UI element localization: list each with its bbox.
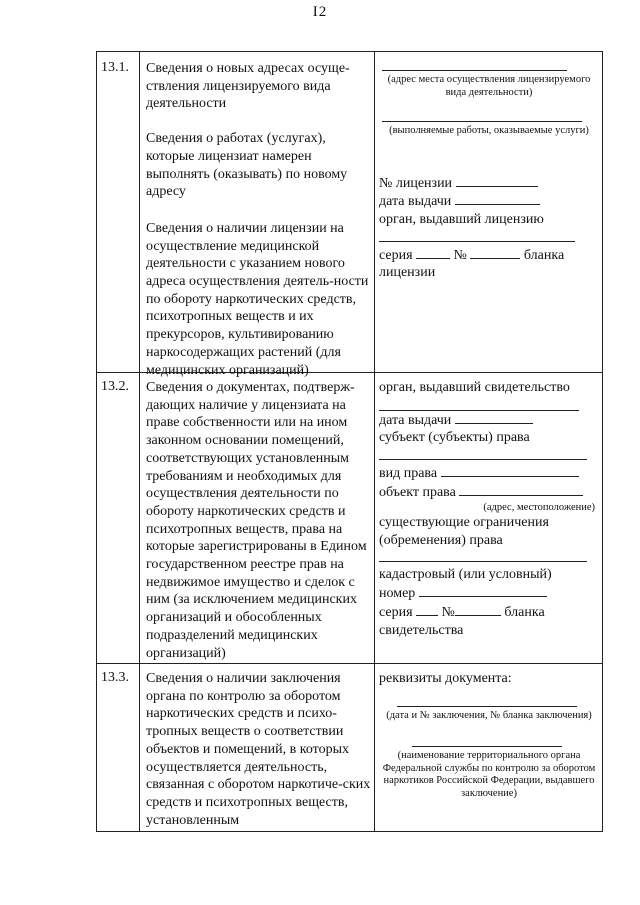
object-input[interactable] [459,483,583,496]
page-number: I2 [312,4,328,20]
blank-label: бланка [523,247,565,263]
block-new-address: Сведения о новых адресах осуще-ствления лицензируемого вида деятельности [146,61,350,112]
column-divider [139,52,140,372]
number-sign: № [453,247,467,263]
issue-date-label: дата выдачи [379,412,452,428]
requisites-label: реквизиты документа: [379,671,512,686]
works-line[interactable] [382,111,582,122]
right-type-label: вид права [379,466,438,482]
issue-date-field [379,192,599,211]
table-row-13-2 [97,373,602,664]
series-field [379,603,599,622]
certificate-word: свидетельства [379,622,464,638]
number-sign: № [441,604,455,620]
issuer-label: орган, выдавший свидетельство [379,380,570,395]
row-fields [379,60,599,282]
blank-label: бланка [504,604,545,620]
series-input[interactable] [416,603,438,616]
row-fields [379,670,599,800]
organization-caption: (наименование территориального органа Федеральной службы по контролю за оборотом наркотиков Российской Федерации, выдавшего заключение) [382,750,596,799]
license-word: лицензии [379,265,436,281]
issue-date-field [379,411,599,430]
object-label: объект права [379,484,456,500]
column-divider [374,52,375,372]
object-caption: (адрес, местоположение) [483,501,595,513]
license-number-input[interactable] [456,174,538,187]
issue-date-input[interactable] [455,411,533,424]
table-row-13-3 [97,664,602,831]
right-type-field [379,464,599,483]
issue-date-input[interactable] [455,192,540,205]
address-line[interactable] [382,60,567,71]
cadastral-label: кадастровый (или условный) [379,567,552,583]
restrictions-input[interactable] [379,551,587,562]
table-row-13-1 [97,52,602,378]
blank-number-input[interactable] [470,246,520,259]
license-number-field [379,174,599,193]
series-input[interactable] [416,246,450,259]
row-number: 13.1. [101,60,129,75]
license-number-label: № лицензии [379,175,453,191]
works-caption: (выполняемые работы, оказываемые услуги) [389,125,589,136]
organization-line[interactable] [412,736,562,747]
row-number: 13.2. [101,379,129,394]
row-number: 13.3. [101,670,129,685]
cadastral-number-input[interactable] [419,584,547,597]
address-caption: (адрес места осуществления лицензируемого вида деятельности) [387,74,591,98]
form-table [96,51,603,832]
subject-input[interactable] [379,449,587,460]
row-description: Сведения о наличии заключения органа по контролю за оборотом наркотических средств и психо-тропных веществ о соответствии объектов и помещений, в которых осуществляется деятельность, связанная с оборотом наркотиче-ских средств и психотропных веществ, установленным [146,671,371,828]
issue-date-label: дата выдачи [379,194,452,210]
issuer-input[interactable] [379,231,575,242]
block-license: Сведения о наличии лицензии на осуществление медицинской деятельности с указанием нового адреса осуществления деятель-ности по обороту наркотических средств, психотропных веществ и их прекурсоров, культивированию наркосодержащих растений (для медицинских организаций) [146,220,369,378]
issuer-input[interactable] [379,400,579,411]
cadastral-number-label: номер [379,586,416,602]
subject-label: субъект (субъекты) права [379,430,530,446]
date-number-caption: (дата и № заключения, № бланка заключения) [386,709,592,721]
row-fields [379,379,599,639]
block-works: Сведения о работах (услугах), которые лицензиат намерен выполнять (оказывать) по новому адресу [146,131,348,200]
column-divider [139,664,140,831]
right-type-input[interactable] [441,464,579,477]
row-description: Сведения о документах, подтверж-дающих наличие у лицензиата на праве собственности или на ином законном основании помещений, соответствующих установленным требованиям и необходимых для осуществления деятельности по обороту наркотических средств и психотропных веществ, права на которые зарегистрированы в Едином государственном реестре прав на недвижимое имущество и сделок с ним (за исключением медицинских организаций и обособленных подразделений медицинских организаций) [146,380,367,661]
blank-number-input[interactable] [455,603,501,616]
restrictions-label: существующие ограничения (обременения) права [379,515,549,548]
series-label: серия [379,604,413,620]
cadastral-number-field [379,584,599,603]
column-divider [374,373,375,663]
issuer-label: орган, выдавший лицензию [379,211,544,227]
column-divider [139,373,140,663]
row-description [146,60,372,379]
series-field [379,246,599,265]
date-number-line[interactable] [397,696,577,707]
column-divider [374,664,375,831]
series-label: серия [379,247,413,263]
object-field [379,483,599,502]
